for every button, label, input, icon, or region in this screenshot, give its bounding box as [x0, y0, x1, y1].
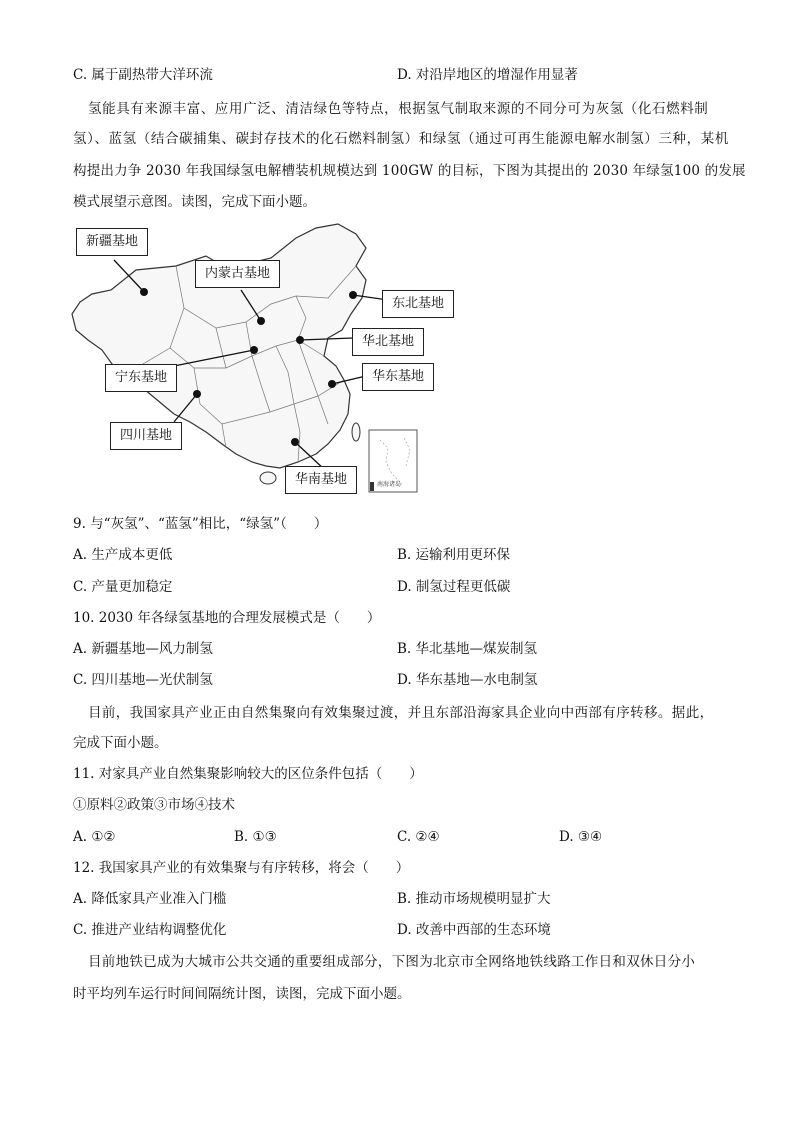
passage1-line1: 氢能具有来源丰富、应用广泛、清洁绿色等特点，根据氢气制取来源的不同分可为灰氢（化石燃料制 [88, 101, 709, 117]
q12-option-a: A. 降低家具产业准入门槛 [73, 891, 227, 907]
q12-option-c: C. 推进产业结构调整优化 [73, 922, 227, 938]
label-dongbei-base: 东北基地 [382, 290, 454, 318]
passage1-line2: 氢）、蓝氢（结合碳捕集、碳封存技术的化石燃料制氢）和绿氢（通过可再生能源电解水制氢）三种，某机 [73, 131, 729, 147]
q12-option-d: D. 改善中西部的生态环境 [397, 922, 551, 938]
passage1-line3: 构提出力争 2030 年我国绿氢电解槽装机规模达到 100GW 的目标，下图为其提出的 2030 年绿氢100 的发展 [73, 163, 746, 179]
q11-option-a: A. ①② [73, 829, 116, 845]
q9-option-d: D. 制氢过程更低碳 [397, 579, 511, 595]
q12-stem: 12. 我国家具产业的有效集聚与有序转移，将会（ ） [73, 860, 410, 876]
label-huanan-base: 华南基地 [285, 466, 357, 494]
label-xinjiang-base: 新疆基地 [76, 228, 148, 256]
china-hydrogen-map [66, 218, 445, 503]
q11-option-c: C. ②④ [397, 829, 440, 845]
label-huabei-base: 华北基地 [352, 328, 424, 356]
q11-option-b: B. ①③ [234, 829, 277, 845]
q10-option-b: B. 华北基地—煤炭制氢 [397, 641, 538, 657]
label-neimenggu-base: 内蒙古基地 [195, 260, 280, 288]
label-sichuan-base: 四川基地 [110, 422, 182, 450]
q10-stem: 10. 2030 年各绿氢基地的合理发展模式是（ ） [73, 610, 381, 626]
q8-option-d: D. 对沿岸地区的增湿作用显著 [397, 67, 578, 83]
passage1-line4: 模式展望示意图。读图，完成下面小题。 [73, 194, 316, 210]
south-china-sea-inset-label: 南海诸岛 [377, 481, 402, 488]
q9-option-a: A. 生产成本更低 [73, 547, 173, 563]
label-ningdong-base: 宁东基地 [105, 364, 177, 392]
q10-option-c: C. 四川基地—光伏制氢 [73, 672, 213, 688]
q9-option-c: C. 产量更加稳定 [73, 579, 173, 595]
q9-option-b: B. 运输利用更环保 [397, 547, 511, 563]
q11-stem: 11. 对家具产业自然集聚影响较大的区位条件包括（ ） [73, 766, 423, 782]
q10-option-a: A. 新疆基地—风力制氢 [73, 641, 213, 657]
passage3-line1: 目前地铁已成为大城市公共交通的重要组成部分，下图为北京市全网络地铁线路工作日和双休日分小 [88, 954, 696, 970]
q10-option-d: D. 华东基地—水电制氢 [397, 672, 538, 688]
passage3-line2: 时平均列车运行时间间隔统计图，读图，完成下面小题。 [73, 986, 411, 1002]
q11-items: ①原料②政策③市场④技术 [73, 797, 235, 813]
q12-option-b: B. 推动市场规模明显扩大 [397, 891, 551, 907]
q9-stem: 9. 与“灰氢”、“蓝氢”相比，“绿氢”（ ） [73, 516, 328, 532]
q11-option-d: D. ③④ [559, 829, 603, 845]
passage2-line1: 目前，我国家具产业正由自然集聚向有效集聚过渡，并且东部沿海家具企业向中西部有序转移。据此， [88, 705, 714, 721]
passage2-line2: 完成下面小题。 [73, 735, 168, 751]
label-huadong-base: 华东基地 [362, 363, 434, 391]
q8-option-c: C. 属于副热带大洋环流 [73, 67, 213, 83]
